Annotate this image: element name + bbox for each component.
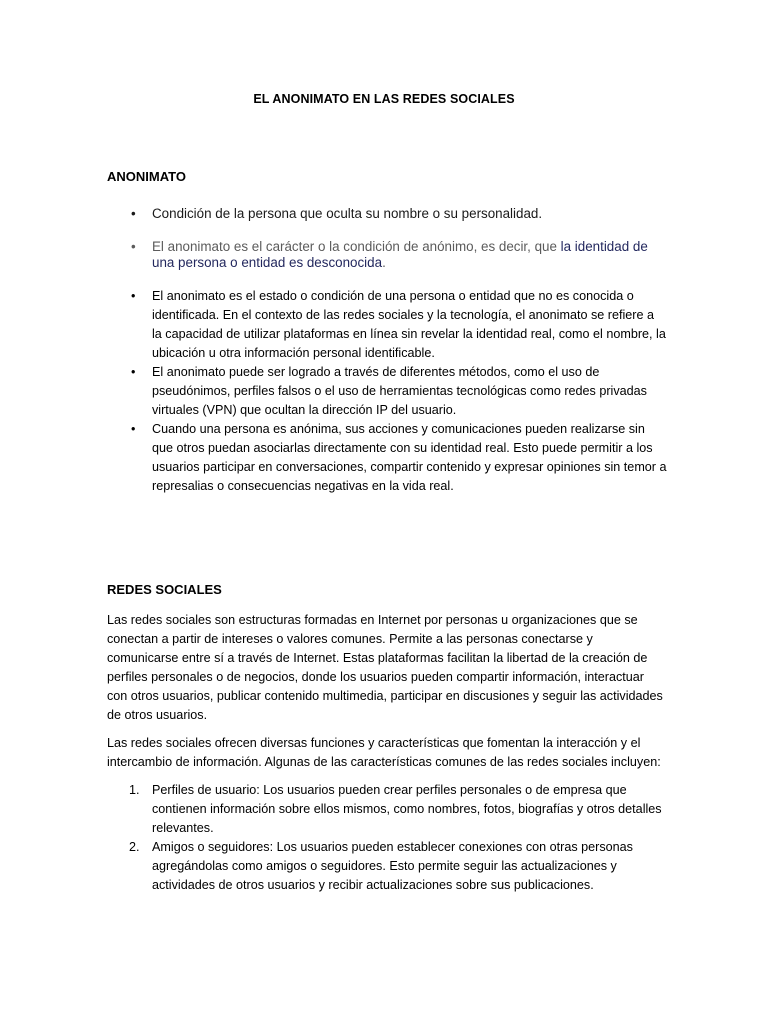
anonimato-detail-list	[107, 287, 667, 496]
document-title: EL ANONIMATO EN LAS REDES SOCIALES	[253, 92, 515, 106]
bullet-icon: •	[131, 239, 136, 254]
anonimato-definition-list	[107, 206, 667, 222]
anonimato-quote-list	[107, 239, 667, 270]
list-item	[107, 206, 667, 222]
bullet-icon: •	[131, 422, 136, 436]
list-item-text: Condición de la persona que oculta su nombre o su personalidad.	[152, 206, 543, 221]
list-item-text: Cuando una persona es anónima, sus acciones y comunicaciones pueden realizarse sin que otros puedan asociarlas directamente con su identidad real. Esto puede permitir a los usuarios participar en conversaciones, compartir contenido y expresar opiniones sin temor a represalias o consecuencias negativas en la vida real.	[152, 422, 667, 493]
features-list	[107, 781, 667, 895]
highlighted-text: la identidad de una persona o entidad es desconocida	[152, 239, 648, 270]
list-number: 2.	[129, 840, 140, 854]
list-number: 1.	[129, 783, 140, 797]
list-item	[107, 420, 667, 496]
paragraph: Las redes sociales son estructuras formadas en Internet por personas u organizaciones que se conectan a partir de intereses o valores comunes. Permite a las personas conectarse y comunicarse entre sí a través de Internet. Estas plataformas facilitan la libertad de la creación de perfiles personales o de negocios, donde los usuarios pueden compartir información, interactuar con otros usuarios, publicar contenido multimedia, participar en discusiones y seguir las actividades de otros usuarios.	[107, 613, 663, 722]
bullet-icon: •	[131, 289, 136, 303]
section-heading-anonimato: ANONIMATO	[107, 169, 186, 184]
paragraph: Las redes sociales ofrecen diversas funciones y características que fomentan la interacción y el intercambio de información. Algunas de las características comunes de las redes sociales incluyen:	[107, 736, 661, 769]
list-item	[107, 239, 667, 270]
bullet-icon: •	[131, 206, 136, 221]
list-item-text: El anonimato es el estado o condición de una persona o entidad que no es conocida o identificada. En el contexto de las redes sociales y la tecnología, el anonimato se refiere a la capacidad de utilizar plataformas en línea sin revelar la identidad real, como el nombre, la ubicación u otra información personal identificable.	[152, 289, 666, 360]
list-item-text: El anonimato es el carácter o la condición de anónimo, es decir, que	[152, 239, 561, 254]
list-item-text-suffix: .	[382, 254, 386, 270]
list-item-text: Perfiles de usuario: Los usuarios pueden crear perfiles personales o de empresa que contienen información sobre ellos mismos, como nombres, fotos, biografías y otros detalles relevantes.	[152, 783, 662, 835]
list-item	[107, 287, 667, 363]
list-item-text: El anonimato puede ser logrado a través de diferentes métodos, como el uso de pseudónimos, perfiles falsos o el uso de herramientas tecnológicas como redes privadas virtuales (VPN) que ocultan la dirección IP del usuario.	[152, 365, 647, 417]
list-item-text: Amigos o seguidores: Los usuarios pueden establecer conexiones con otras personas agregándolas como amigos o seguidores. Esto permite seguir las actualizaciones y actividades de otros usuarios y recibir actualizaciones sobre sus publicaciones.	[152, 840, 633, 892]
list-item	[107, 363, 667, 420]
list-item	[107, 781, 667, 838]
list-item	[107, 838, 667, 895]
bullet-icon: •	[131, 365, 136, 379]
section-heading-redes-sociales: REDES SOCIALES	[107, 582, 222, 597]
